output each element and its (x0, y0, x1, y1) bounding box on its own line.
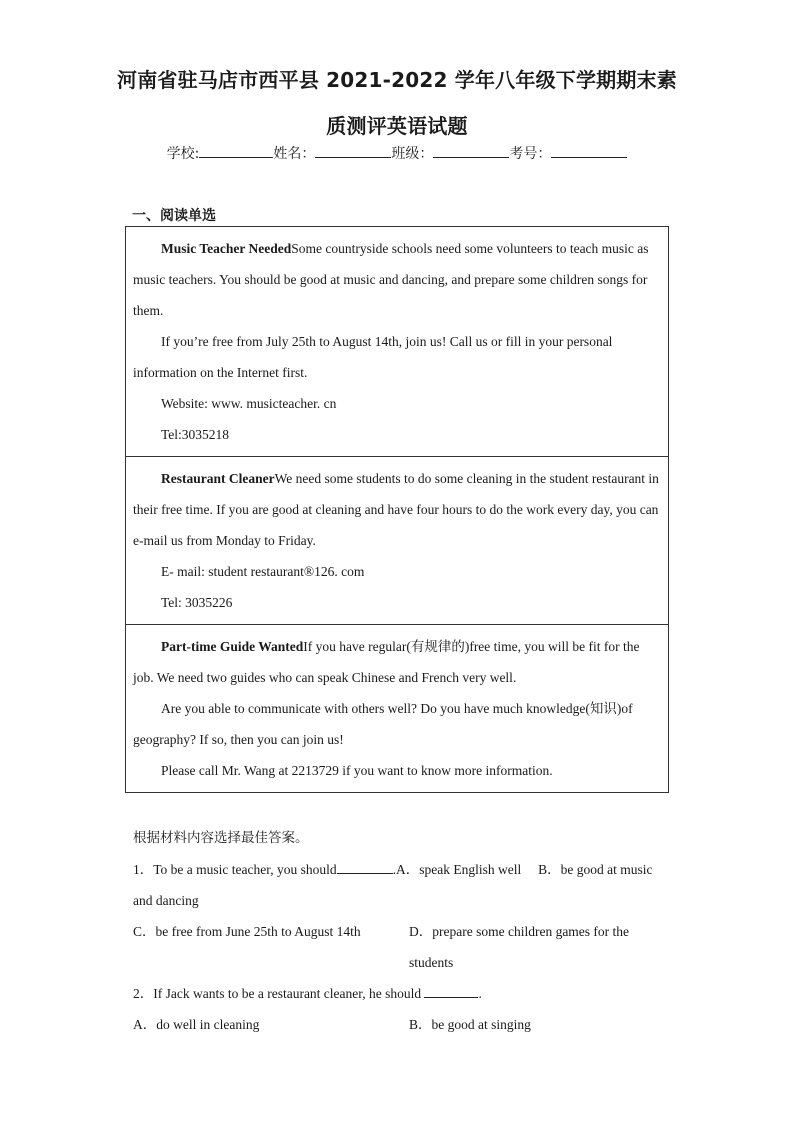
ad-paragraph (133, 233, 660, 326)
ad-text: Some countryside schools need some volunteers to teach music as music teachers. You should be good at music and dancing, and prepare some children songs for them. (133, 241, 649, 318)
ads-table (125, 226, 669, 793)
school-label: 学校: (166, 146, 200, 162)
ad-paragraph: Are you able to communicate with others well? Do you have much knowledge(知识)of geography? If so, then you can join us! (133, 701, 633, 747)
option-b: B．be good at music and dancing (133, 862, 653, 908)
document-title-line2: 质测评英语试题 (326, 114, 468, 138)
ad-heading: Part-time Guide Wanted (161, 639, 304, 654)
option-a: A．do well in cleaning (133, 1017, 260, 1032)
ad-restaurant-cleaner (126, 457, 668, 625)
ad-paragraph: Please call Mr. Wang at 2213729 if you want to know more information. (161, 763, 553, 778)
ad-text: We need some students to do some cleaning in the student restaurant in their free time. If you are good at cleaning and have four hours to do the work every day, you can e-mail us from Monday to Friday. (133, 471, 659, 548)
questions-block (133, 823, 663, 1040)
class-blank (433, 143, 509, 158)
stem-end: . (478, 986, 482, 1001)
ad-contact-tel: Tel: 3035226 (161, 595, 233, 610)
instruction-text: 根据材料内容选择最佳答案。 (133, 830, 309, 846)
name-label: 姓名： (273, 146, 316, 162)
class-label: 班级： (391, 146, 434, 162)
ad-heading: Music Teacher Needed (161, 241, 292, 256)
number-blank (551, 143, 627, 158)
number-label: 考号： (509, 146, 552, 162)
ad-text: If you have regular(有规律的)free time, you will be fit for the job. We need two guides who can speak Chinese and French very well. (133, 639, 640, 685)
question-1-line (133, 854, 663, 916)
student-info-line (0, 143, 794, 164)
question-1-stem: 1．To be a music teacher, you should (133, 862, 337, 877)
ad-part-time-guide (126, 625, 668, 792)
question-1-options-cd (133, 916, 663, 947)
answer-blank (337, 860, 393, 874)
option-a: A．speak English well (395, 862, 522, 877)
ad-paragraph (133, 631, 660, 693)
option-d: D．prepare some children games for the students (409, 924, 630, 970)
question-2-line (133, 978, 663, 1009)
question-2-options (133, 1009, 663, 1040)
school-blank (199, 143, 273, 158)
section-title: 一、阅读单选 (132, 208, 216, 224)
stem-end: . (392, 862, 396, 877)
question-2-stem: 2．If Jack wants to be a restaurant cleaner, he should (133, 986, 422, 1001)
ad-contact-tel: Tel:3035218 (161, 427, 230, 442)
document-title-line1: 河南省驻马店市西平县 2021-2022 学年八年级下学期期末素 (117, 68, 677, 92)
option-c: C．be free from June 25th to August 14th (133, 924, 361, 939)
ad-heading: Restaurant Cleaner (161, 471, 275, 486)
ad-contact-email: E- mail: student restaurant®126. com (161, 564, 365, 579)
ad-paragraph: If you’re free from July 25th to August 14th, join us! Call us or fill in your personal information on the Internet first. (133, 334, 613, 380)
answer-blank (424, 984, 478, 998)
option-b: B．be good at singing (409, 1017, 531, 1032)
name-blank (315, 143, 391, 158)
ad-paragraph (133, 463, 660, 556)
ad-contact-website: Website: www. musicteacher. cn (161, 396, 337, 411)
ad-music-teacher (126, 227, 668, 457)
